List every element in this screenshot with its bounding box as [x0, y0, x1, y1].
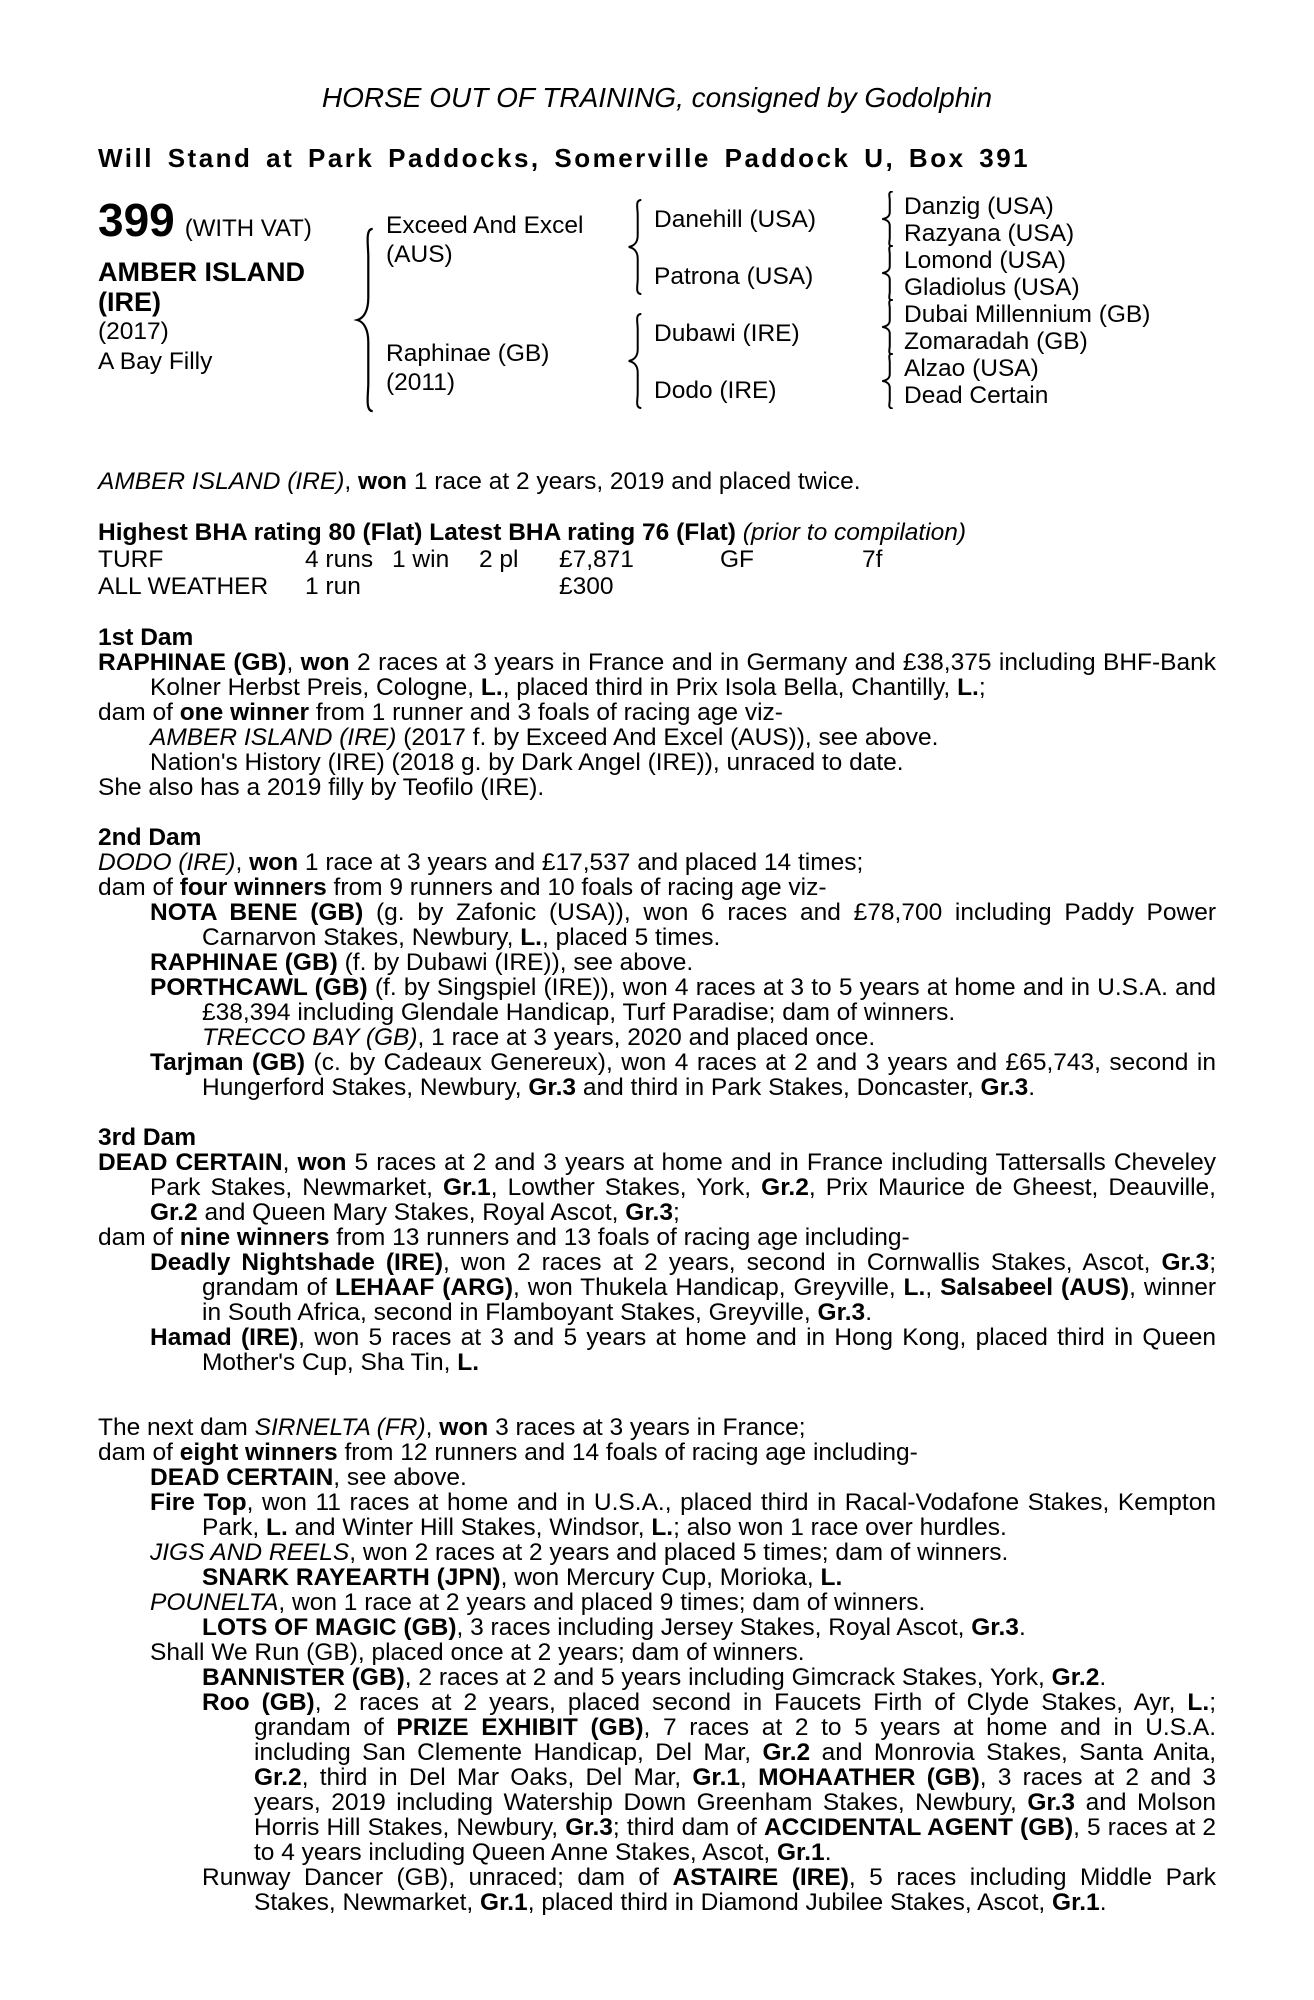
gg-name: Alzao (USA) [904, 355, 1039, 382]
text-run: 2 races at 3 years in France and in Germany and £38,375 including BHF-Bank Kolner Herbst Preis, Cologne, [150, 649, 1216, 701]
places-count: 2 pl [479, 546, 519, 573]
text-run: ; grandam of [202, 1249, 1216, 1301]
text-run: DEAD CERTAIN [98, 1149, 283, 1176]
bha-rating-values: Highest BHA rating 80 (Flat) Latest BHA rating 76 (Flat) [98, 519, 736, 546]
text-run: 1 race at 2 years, 2019 and placed twice. [407, 468, 861, 495]
text-run: (g. by Zafonic (USA)), won 6 races and £78,700 including Paddy Power Carnarvon Stakes, Newbury, [202, 899, 1216, 951]
text-run: 5 races at 2 and 3 years at home and in France including Tattersalls Cheveley Park Stakes, Newmarket, [150, 1149, 1217, 1201]
catalog-paragraph [98, 1415, 1216, 1440]
lot-number: 399 [98, 194, 175, 246]
catalog-paragraph [150, 1250, 1216, 1325]
text-run: AMBER ISLAND (IRE) [150, 724, 397, 751]
catalog-paragraph [150, 1050, 1216, 1100]
text-run: (2017 f. by Exceed And Excel (AUS)), see above. [396, 724, 939, 751]
text-run: Shall We Run (GB), placed once at 2 years; dam of winners. [150, 1639, 805, 1666]
pedigree-brace-gg2 [880, 245, 895, 301]
text-run: ; third dam of [612, 1814, 764, 1841]
text-run: dam of [98, 874, 180, 901]
text-run: from 9 runners and 10 foals of racing age viz- [326, 874, 827, 901]
bha-row-all-weather [98, 573, 1216, 600]
foaling-year: (2017) [98, 318, 169, 345]
text-run: Gr.3 [528, 1074, 577, 1101]
text-run: , 3 races including Jersey Stakes, Royal Ascot, [456, 1614, 972, 1641]
text-run: , [925, 1274, 941, 1301]
text-run: Gr.1 [443, 1174, 491, 1201]
text-run: and Monrovia Stakes, Santa Anita, [810, 1739, 1216, 1766]
text-run: , 3 races at 2 and 3 years, 2019 including Watership Down Greenham Stakes, Newbury, [254, 1764, 1216, 1816]
text-run: DODO (IRE) [98, 849, 236, 876]
section-paragraphs [98, 1415, 1216, 1915]
bha-rating-note: (prior to compilation) [735, 519, 967, 546]
section-paragraphs [98, 850, 1216, 1100]
catalog-paragraph [98, 700, 1216, 725]
text-run: Runway Dancer (GB), unraced; dam of [202, 1864, 673, 1891]
text-run: AMBER ISLAND (IRE) [98, 468, 345, 495]
text-run: Deadly Nightshade (IRE) [150, 1249, 444, 1276]
catalog-paragraph [98, 1440, 1216, 1465]
text-run: Gr.3 [625, 1199, 673, 1226]
section-heading: 3rd Dam [98, 1124, 197, 1151]
text-run: ; [978, 674, 986, 701]
catalog-paragraph [202, 1025, 1216, 1050]
catalog-page [98, 0, 1216, 1915]
gg-pair-dam-dam [904, 355, 1048, 409]
text-run: Gr.2 [762, 1739, 811, 1766]
surface-label: ALL WEATHER [98, 573, 269, 600]
text-run: , [282, 1149, 298, 1176]
text-run: , 2 races at 2 and 5 years including Gimcrack Stakes, York, [404, 1664, 1052, 1691]
pedigree-brace-gg3 [880, 299, 895, 355]
going: GF [720, 546, 755, 573]
horse-description: A Bay Filly [98, 348, 213, 375]
catalog-paragraph [150, 975, 1216, 1025]
bha-rating-heading [98, 520, 1216, 546]
catalog-paragraph [150, 750, 1216, 775]
text-run: dam of [98, 1439, 180, 1466]
text-run: Fire Top [150, 1489, 247, 1516]
text-run: LEHAAF (ARG) [334, 1274, 514, 1301]
catalog-paragraph [202, 1565, 1216, 1590]
text-run: from 1 runner and 3 foals of racing age viz- [309, 699, 783, 726]
granddam-sire: Patrona (USA) [654, 263, 814, 290]
text-run: four winners [179, 874, 327, 901]
earnings: £7,871 [559, 546, 634, 573]
text-run: ; [672, 1199, 680, 1226]
text-run: eight winners [179, 1439, 338, 1466]
text-run: , placed third in Diamond Jubilee Stakes, Ascot, [527, 1889, 1053, 1916]
text-run: SNARK RAYEARTH (JPN) [202, 1564, 501, 1591]
text-run: and Queen Mary Stakes, Royal Ascot, [197, 1199, 626, 1226]
gg-name: Dubai Millennium (GB) [904, 301, 1151, 328]
text-run: BANNISTER (GB) [202, 1664, 405, 1691]
text-run: . [824, 1839, 832, 1866]
section-paragraphs [98, 1150, 1216, 1375]
catalog-paragraph [98, 1150, 1216, 1225]
text-run: L. [957, 674, 979, 701]
text-run: . [1028, 1074, 1036, 1101]
text-run: Gr.2 [254, 1764, 302, 1791]
lot-header-row [98, 194, 348, 246]
text-run: L. [266, 1514, 288, 1541]
catalog-paragraph [98, 850, 1216, 875]
gg-name: Lomond (USA) [904, 247, 1067, 274]
grandsire-dam: Dubawi (IRE) [654, 320, 800, 347]
sire-name: Exceed And Excel [386, 212, 584, 239]
text-run: won [249, 849, 299, 876]
text-run: DEAD CERTAIN [150, 1464, 334, 1491]
text-run: , 2 races at 2 years, placed second in Faucets Firth of Clyde Stakes, Ayr, [314, 1689, 1188, 1716]
text-run: , won Thukela Handicap, Greyville, [513, 1274, 904, 1301]
text-run: She also has a 2019 filly by Teofilo (IRE). [98, 774, 545, 801]
text-run: , winner in South Africa, second in Flamboyant Stakes, Greyville, [202, 1274, 1216, 1326]
section-heading: 1st Dam [98, 624, 194, 651]
text-run: Roo (GB) [202, 1689, 315, 1716]
text-run: (c. by Cadeaux Genereux), won 4 races at 2 and 3 years and £65,743, second in Hungerford Stakes, Newbury, [202, 1049, 1216, 1101]
text-run: , won 2 races at 2 years, second in Cornwallis Stakes, Ascot, [443, 1249, 1162, 1276]
text-run: JIGS AND REELS [150, 1539, 350, 1566]
text-run: POUNELTA [150, 1589, 279, 1616]
catalog-paragraph [202, 1615, 1216, 1640]
text-run: . [1099, 1664, 1107, 1691]
race-record-summary [98, 469, 1216, 494]
granddam-dam: Dodo (IRE) [654, 377, 777, 404]
text-run: NOTA BENE (GB) [150, 899, 364, 926]
text-run: won [297, 1149, 347, 1176]
surface-label: TURF [98, 546, 164, 573]
text-run: , 1 race at 3 years, 2020 and placed once. [417, 1024, 876, 1051]
catalog-paragraph [150, 950, 1216, 975]
gg-pair-sire-sire [904, 193, 1074, 247]
pedigree-brace-sire [626, 199, 644, 295]
gg-name: Razyana (USA) [904, 220, 1075, 247]
distance [862, 573, 1216, 600]
text-run: ACCIDENTAL AGENT (GB) [763, 1814, 1074, 1841]
text-run: won [300, 649, 350, 676]
text-run: dam of [98, 699, 180, 726]
text-run: , placed 5 times. [541, 924, 721, 951]
text-run: won [439, 1414, 489, 1441]
text-run: Gr.2 [1051, 1664, 1100, 1691]
section-paragraphs [98, 650, 1216, 800]
sire-country: (AUS) [386, 241, 453, 268]
text-run: SIRNELTA (FR) [254, 1414, 426, 1441]
places-count [479, 573, 559, 600]
text-run: . [1018, 1614, 1026, 1641]
text-run: L. [820, 1564, 843, 1591]
text-run: . [1099, 1889, 1107, 1916]
section-next-dam [98, 1415, 1216, 1915]
text-run: , 5 races including Middle Park Stakes, Newmarket, [254, 1864, 1216, 1916]
wins-count: 1 win [392, 546, 450, 573]
gg-name: Dead Certain [904, 382, 1049, 409]
text-run: L. [457, 1349, 480, 1376]
text-run: The next dam [98, 1414, 255, 1441]
sire-entry [386, 211, 583, 269]
text-run: one winner [179, 699, 310, 726]
text-run: PRIZE EXHIBIT (GB) [396, 1714, 644, 1741]
runs-count: 1 run [305, 573, 361, 600]
text-run: (f. by Singspiel (IRE)), won 4 races at 3 to 5 years at home and in U.S.A. and £38,394 including Glendale Handicap, Turf Paradise; dam of winners. [202, 974, 1216, 1026]
text-run: LOTS OF MAGIC (GB) [202, 1614, 457, 1641]
dam-year: (2011) [386, 369, 456, 396]
text-run: Gr.1 [777, 1839, 825, 1866]
text-run: , [344, 468, 359, 495]
text-run: and third in Park Stakes, Doncaster, [576, 1074, 981, 1101]
catalog-paragraph [150, 1540, 1216, 1565]
gg-name: Gladiolus (USA) [904, 274, 1080, 301]
vat-note: (WITH VAT) [184, 215, 312, 242]
text-run: Gr.1 [480, 1889, 528, 1916]
text-run: , won 5 races at 3 and 5 years at home and in Hong Kong, placed third in Queen Mother's Cup, Sha Tin, [202, 1324, 1216, 1376]
text-run: Nation's History (IRE) (2018 g. by Dark Angel (IRE)), unraced to date. [150, 749, 904, 776]
text-run: Gr.3 [971, 1614, 1019, 1641]
text-run: , won 11 races at home and in U.S.A., placed third in Racal-Vodafone Stakes, Kempton Park, [202, 1489, 1216, 1541]
section-heading: 2nd Dam [98, 824, 202, 851]
catalog-paragraph [98, 1225, 1216, 1250]
gg-pair-sire-dam [904, 247, 1080, 301]
text-run: , see above. [333, 1464, 467, 1491]
catalog-paragraph [202, 1690, 1216, 1865]
text-run: L. [903, 1274, 926, 1301]
text-run: , won Mercury Cup, Morioka, [500, 1564, 821, 1591]
text-run: Gr.2 [150, 1199, 198, 1226]
pedigree-brace-gg1 [880, 191, 895, 247]
text-run: , Lowther Stakes, York, [490, 1174, 762, 1201]
catalog-paragraph [202, 1665, 1216, 1690]
text-run: RAPHINAE (GB) [98, 649, 287, 676]
catalog-paragraph [98, 650, 1216, 700]
section-third-dam [98, 1125, 1216, 1375]
catalog-paragraph [150, 1640, 1216, 1665]
text-run: from 13 runners and 13 foals of racing age including- [329, 1224, 910, 1251]
text-run: L. [651, 1514, 674, 1541]
section-first-dam [98, 625, 1216, 800]
text-run: Gr.2 [761, 1174, 809, 1201]
text-run: ; grandam of [254, 1689, 1217, 1741]
text-run: , Prix Maurice de Gheest, Deauville, [808, 1174, 1216, 1201]
text-run: Gr.3 [1027, 1789, 1076, 1816]
section-second-dam [98, 825, 1216, 1100]
text-run: L. [1187, 1689, 1210, 1716]
wins-count [392, 573, 479, 600]
text-run: Gr.1 [1052, 1889, 1100, 1916]
catalog-paragraph [150, 725, 1216, 750]
text-run: L. [520, 924, 542, 951]
bha-rating-block [98, 520, 1216, 600]
text-run: RAPHINAE (GB) [150, 949, 338, 976]
text-run: MOHAATHER (GB) [758, 1764, 980, 1791]
catalog-paragraph [202, 1865, 1216, 1915]
text-run: (f. by Dubawi (IRE)), see above. [337, 949, 694, 976]
distance: 7f [862, 546, 883, 573]
earnings: £300 [559, 573, 614, 600]
dam-entry [386, 339, 549, 397]
text-run: won [358, 468, 408, 495]
pedigree-brace-gg4 [880, 353, 895, 409]
text-run: ; also won 1 race over hurdles. [673, 1514, 1007, 1541]
horse-suffix: (IRE) [98, 287, 161, 317]
catalog-paragraph [150, 1325, 1216, 1375]
horse-name: AMBER ISLAND [98, 257, 305, 287]
text-run: Gr.1 [692, 1764, 741, 1791]
text-run: Tarjman (GB) [150, 1049, 306, 1076]
catalog-paragraph [98, 775, 1216, 800]
stand-location: Will Stand at Park Paddocks, Somerville Paddock U, Box 391 [98, 143, 1031, 173]
grandsire-sire: Danehill (USA) [654, 206, 817, 233]
page-title: HORSE OUT OF TRAINING, consigned by Godolphin [321, 82, 993, 113]
text-run: nine winners [179, 1224, 330, 1251]
catalog-paragraph [98, 875, 1216, 900]
runs-count: 4 runs [305, 546, 374, 573]
text-run: 3 races at 3 years in France; [488, 1414, 806, 1441]
pedigree-brace-main [354, 227, 376, 413]
gg-name: Zomaradah (GB) [904, 328, 1088, 355]
text-run: and Winter Hill Stakes, Windsor, [287, 1514, 652, 1541]
going [720, 573, 862, 600]
text-run: TRECCO BAY (GB) [202, 1024, 418, 1051]
catalog-paragraph [150, 1465, 1216, 1490]
bha-row-turf [98, 546, 1216, 573]
catalog-paragraph [150, 1490, 1216, 1540]
gg-pair-dam-sire [904, 301, 1150, 355]
lot-identity [98, 194, 348, 377]
text-run: , placed third in Prix Isola Bella, Chantilly, [502, 674, 958, 701]
text-run: , won 1 race at 2 years and placed 9 times; dam of winners. [278, 1589, 926, 1616]
text-run: , [286, 649, 301, 676]
text-run: ASTAIRE (IRE) [672, 1864, 849, 1891]
text-run: . [865, 1299, 873, 1326]
text-run: , third in Del Mar Oaks, Del Mar, [301, 1764, 693, 1791]
text-run: , 7 races at 2 to 5 years at home and in U.S.A. including San Clemente Handicap, Del Mar, [254, 1714, 1216, 1766]
text-run: , [740, 1764, 759, 1791]
text-run: dam of [98, 1224, 180, 1251]
text-run: from 12 runners and 14 foals of racing age including- [337, 1439, 918, 1466]
text-run: , won 2 races at 2 years and placed 5 times; dam of winners. [349, 1539, 1009, 1566]
catalog-paragraph [150, 900, 1216, 950]
text-run: 1 race at 3 years and £17,537 and placed 14 times; [298, 849, 864, 876]
text-run: Gr.3 [565, 1814, 613, 1841]
text-run: , [425, 1414, 440, 1441]
text-run: Gr.3 [1161, 1249, 1210, 1276]
text-run: and Molson Horris Hill Stakes, Newbury, [254, 1789, 1216, 1841]
text-run: PORTHCAWL (GB) [150, 974, 368, 1001]
text-run: Hamad (IRE) [150, 1324, 299, 1351]
text-run: Salsabeel (AUS) [940, 1274, 1130, 1301]
catalog-paragraph [150, 1590, 1216, 1615]
gg-name: Danzig (USA) [904, 193, 1054, 220]
text-run: , 5 races at 2 to 4 years including Queen Anne Stakes, Ascot, [254, 1814, 1217, 1866]
text-run: Gr.3 [817, 1299, 866, 1326]
pedigree-block [98, 193, 1216, 449]
text-run: L. [480, 674, 503, 701]
dam-name: Raphinae (GB) [386, 340, 550, 367]
text-run: Gr.3 [980, 1074, 1029, 1101]
text-run: , [235, 849, 250, 876]
pedigree-brace-dam [626, 313, 644, 409]
